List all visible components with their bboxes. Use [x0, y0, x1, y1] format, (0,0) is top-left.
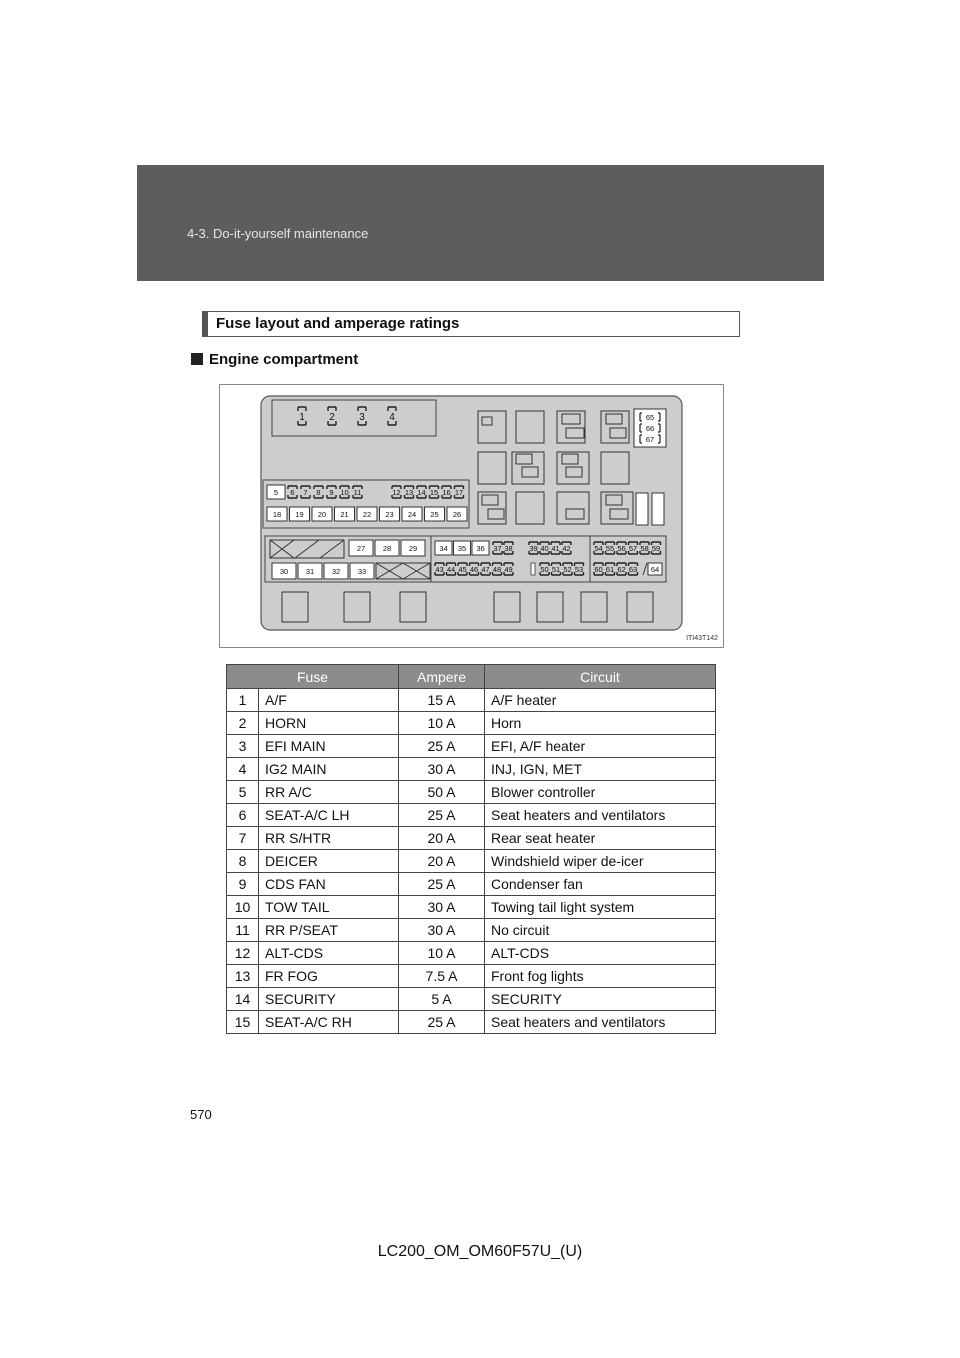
fuse-label: 35: [457, 544, 467, 553]
table-row: [227, 965, 716, 988]
fuse-label: 52: [563, 565, 572, 574]
relay-tab: [516, 454, 532, 464]
cell-circuit: Condenser fan: [485, 873, 716, 896]
section-title-box: [202, 311, 740, 337]
cell-ampere: 25 A: [399, 804, 485, 827]
relay-tab: [482, 495, 498, 505]
section-breadcrumb: 4-3. Do-it-yourself maintenance: [187, 226, 369, 241]
cell-circuit: Horn: [485, 712, 716, 735]
relay-block: [516, 492, 544, 524]
fuse-label: 51: [551, 565, 561, 574]
fuse-label: 66: [645, 424, 655, 433]
cell-ampere: 25 A: [399, 735, 485, 758]
fuse-label: 43: [435, 565, 444, 574]
relay-tab: [566, 509, 584, 519]
table-row: [227, 712, 716, 735]
footer-code: LC200_OM_OM60F57U_(U): [377, 1243, 583, 1260]
fuse-label: 37: [493, 544, 502, 553]
relay-tab: [610, 509, 628, 519]
fuse-label: 28: [382, 544, 392, 553]
table-row: [227, 919, 716, 942]
bottom-relay: [627, 592, 653, 622]
fuse-label: 24: [407, 510, 417, 519]
cell-num: 15: [227, 1011, 259, 1034]
cell-fuse: EFI MAIN: [259, 735, 399, 758]
fuse-label: 60: [594, 565, 603, 574]
table-row: [227, 1011, 716, 1034]
relay-tab: [606, 495, 622, 505]
table-row: [227, 942, 716, 965]
relay-block: [478, 411, 506, 443]
fuse-table: [226, 664, 716, 1034]
cell-ampere: 30 A: [399, 758, 485, 781]
fuse-label: 63: [628, 565, 638, 574]
cell-fuse: DEICER: [259, 850, 399, 873]
cell-circuit: Rear seat heater: [485, 827, 716, 850]
fuse-label: 6: [290, 488, 295, 497]
fuse-label: 48: [492, 565, 502, 574]
fuse-label: 65: [645, 413, 655, 422]
cell-ampere: 30 A: [399, 896, 485, 919]
fuse-label: 46: [469, 565, 479, 574]
cell-num: 3: [227, 735, 259, 758]
fuse-label: 33: [357, 567, 367, 576]
relay-tab: [566, 428, 584, 438]
cell-fuse: CDS FAN: [259, 873, 399, 896]
header-circuit: Circuit: [485, 665, 716, 689]
cell-num: 13: [227, 965, 259, 988]
fuse-label: 26: [452, 510, 462, 519]
cell-num: 4: [227, 758, 259, 781]
cell-fuse: SEAT-A/C RH: [259, 1011, 399, 1034]
cell-fuse: SEAT-A/C LH: [259, 804, 399, 827]
fuse-label: 27: [356, 544, 366, 553]
fuse-label: 21: [340, 510, 349, 519]
cell-num: 14: [227, 988, 259, 1011]
bottom-relay: [537, 592, 563, 622]
fuse-label: 57: [628, 544, 638, 553]
cell-fuse: TOW TAIL: [259, 896, 399, 919]
fuse-label: 9: [329, 488, 334, 497]
cell-ampere: 10 A: [399, 942, 485, 965]
cell-ampere: 10 A: [399, 712, 485, 735]
cell-num: 5: [227, 781, 259, 804]
fuse-label: 64: [650, 565, 660, 574]
cell-circuit: A/F heater: [485, 689, 716, 712]
cell-fuse: FR FOG: [259, 965, 399, 988]
cell-circuit: EFI, A/F heater: [485, 735, 716, 758]
header-ampere: Ampere: [399, 665, 485, 689]
fuse-label: 49: [504, 565, 513, 574]
table-row: [227, 827, 716, 850]
subheading: [191, 351, 358, 368]
fuse-label: 15: [429, 488, 439, 497]
fuse-label: 45: [458, 565, 467, 574]
fuse-label: 41: [551, 544, 560, 553]
fuse-label: 44: [446, 565, 456, 574]
fuse-label: 62: [617, 565, 626, 574]
relay-block: [478, 452, 506, 484]
section-title-bar: [203, 312, 208, 336]
relay-tab: [606, 414, 622, 424]
table-row: [227, 896, 716, 919]
relay-tab: [566, 467, 582, 477]
fuse-label: 30: [279, 567, 289, 576]
fuse-label: 23: [385, 510, 394, 519]
cell-circuit: No circuit: [485, 919, 716, 942]
fuse-label: 50: [540, 565, 549, 574]
fuse-label: 38: [504, 544, 513, 553]
cell-circuit: ALT-CDS: [485, 942, 716, 965]
cell-ampere: 15 A: [399, 689, 485, 712]
cell-ampere: 25 A: [399, 1011, 485, 1034]
fuse-label: 31: [305, 567, 315, 576]
table-row: [227, 873, 716, 896]
cell-circuit: INJ, IGN, MET: [485, 758, 716, 781]
fuse-label: 7: [303, 488, 308, 497]
relay-block: [516, 411, 544, 443]
cell-fuse: A/F: [259, 689, 399, 712]
fuse-box-diagram: [220, 385, 723, 647]
relay-block: [601, 452, 629, 484]
cell-ampere: 7.5 A: [399, 965, 485, 988]
cell-fuse: HORN: [259, 712, 399, 735]
fuse-label: 59: [651, 544, 661, 553]
relay-tab: [562, 414, 580, 424]
relay-slim: [636, 493, 648, 525]
cell-num: 1: [227, 689, 259, 712]
fuse-label: 29: [408, 544, 418, 553]
section-title: Fuse layout and amperage ratings: [216, 315, 460, 332]
fuse-label: 18: [272, 510, 282, 519]
table-row: [227, 804, 716, 827]
cross-slots: [376, 563, 430, 579]
cell-num: 8: [227, 850, 259, 873]
fuse-label: 47: [481, 565, 490, 574]
cell-num: 10: [227, 896, 259, 919]
cell-ampere: 25 A: [399, 873, 485, 896]
fuse-label: 36: [476, 544, 485, 553]
fuse-label: 55: [605, 544, 615, 553]
cell-fuse: RR A/C: [259, 781, 399, 804]
fuse-label: 14: [417, 488, 426, 497]
header-band: [137, 165, 824, 281]
relay-tab: [562, 454, 578, 464]
cell-ampere: 50 A: [399, 781, 485, 804]
table-row: [227, 758, 716, 781]
cell-ampere: 30 A: [399, 919, 485, 942]
fuse-label: 17: [454, 488, 464, 497]
fuse-label: 42: [562, 544, 571, 553]
cell-num: 2: [227, 712, 259, 735]
relay-tab: [488, 509, 504, 519]
relay-tab: [610, 428, 626, 438]
fuse-label: 19: [295, 510, 304, 519]
cell-num: 9: [227, 873, 259, 896]
square-bullet-icon: [191, 353, 203, 365]
fuse-label: 8: [316, 488, 321, 497]
cell-num: 6: [227, 804, 259, 827]
subheading-text: Engine compartment: [209, 351, 359, 368]
bottom-relay: [344, 592, 370, 622]
table-row: [227, 988, 716, 1011]
cell-fuse: IG2 MAIN: [259, 758, 399, 781]
cell-ampere: 20 A: [399, 827, 485, 850]
fuse-label: 22: [362, 510, 372, 519]
fuse-label: 53: [574, 565, 584, 574]
fuse-label: 61: [605, 565, 615, 574]
cell-ampere: 5 A: [399, 988, 485, 1011]
cell-num: 11: [227, 919, 259, 942]
bottom-relay: [581, 592, 607, 622]
diagram-code: ITI43T142: [686, 635, 718, 642]
relay-slim: [652, 493, 664, 525]
cell-num: 12: [227, 942, 259, 965]
bottom-relay: [282, 592, 308, 622]
top-relay-panel: [272, 400, 436, 436]
fuse-diagram-frame: [219, 384, 724, 648]
table-row: [227, 735, 716, 758]
cell-fuse: RR S/HTR: [259, 827, 399, 850]
fuse-label: 58: [640, 544, 649, 553]
fuse-label: 13: [404, 488, 414, 497]
table-row: [227, 689, 716, 712]
fuse-label: 4: [389, 412, 395, 423]
page-number: 570: [190, 1107, 212, 1122]
fuse-label: 11: [353, 488, 362, 497]
fuse-label: 2: [329, 412, 335, 423]
fuse-label: 25: [430, 510, 439, 519]
header-fuse: Fuse: [227, 665, 399, 689]
relay-tab: [522, 467, 538, 477]
cell-fuse: SECURITY: [259, 988, 399, 1011]
cell-circuit: Seat heaters and ventilators: [485, 1011, 716, 1034]
table-header-row: [227, 665, 716, 689]
fuse-label: 40: [540, 544, 549, 553]
relay-tab: [482, 417, 492, 425]
cell-num: 7: [227, 827, 259, 850]
bottom-relay: [494, 592, 520, 622]
fuse-label: 39: [529, 544, 538, 553]
fuse-label: 5: [273, 488, 279, 497]
cell-circuit: Front fog lights: [485, 965, 716, 988]
fuse-label: 32: [331, 567, 341, 576]
fuse-label: 10: [340, 488, 349, 497]
cell-circuit: SECURITY: [485, 988, 716, 1011]
cell-fuse: ALT-CDS: [259, 942, 399, 965]
table-row: [227, 850, 716, 873]
cell-circuit: Windshield wiper de-icer: [485, 850, 716, 873]
cell-circuit: Blower controller: [485, 781, 716, 804]
fuse-label: 1: [299, 412, 305, 423]
fuse-label: 56: [617, 544, 626, 553]
table-row: [227, 781, 716, 804]
fuse-label: 3: [359, 412, 365, 423]
fuse-label: 54: [594, 544, 603, 553]
cell-circuit: Towing tail light system: [485, 896, 716, 919]
cell-ampere: 20 A: [399, 850, 485, 873]
fuse-label: 34: [439, 544, 448, 553]
fuse-label: 12: [392, 488, 401, 497]
cell-circuit: Seat heaters and ventilators: [485, 804, 716, 827]
fuse-label: 16: [442, 488, 451, 497]
fuse-label: 67: [645, 435, 655, 444]
fuse-label: 20: [317, 510, 327, 519]
cell-fuse: RR P/SEAT: [259, 919, 399, 942]
spacer-slot: [531, 563, 535, 575]
bottom-relay: [400, 592, 426, 622]
